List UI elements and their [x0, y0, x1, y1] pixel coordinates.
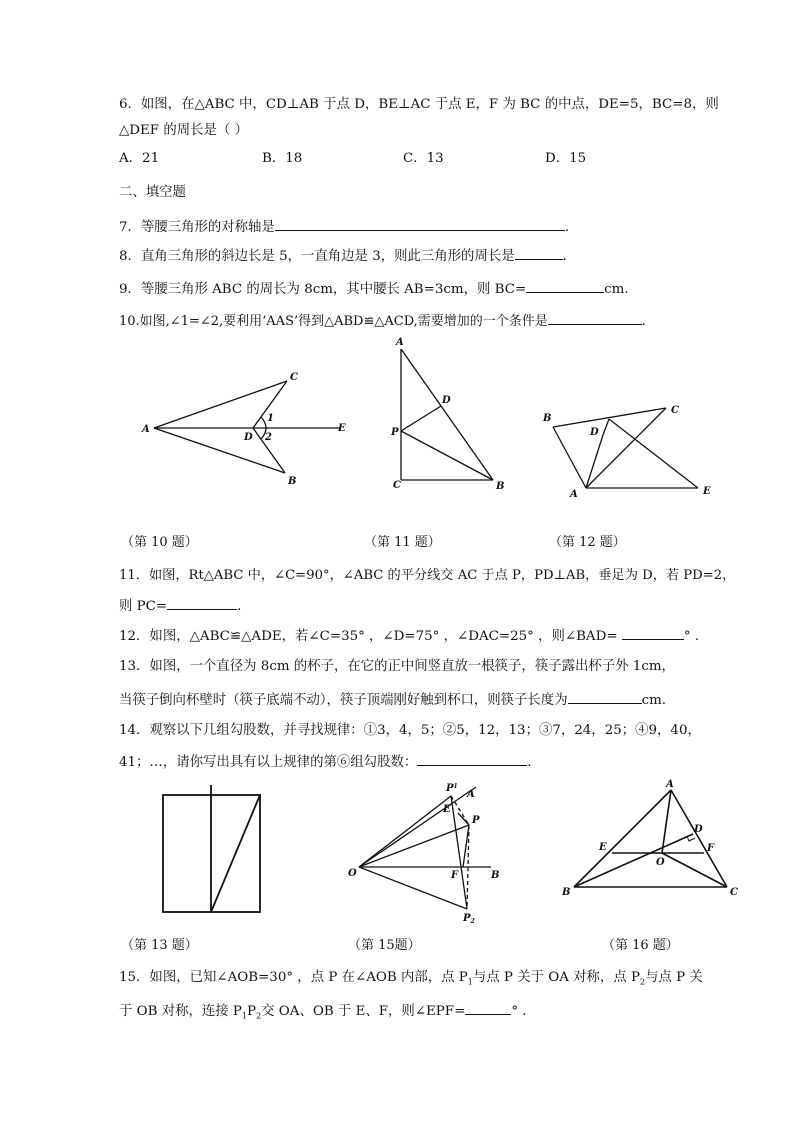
fig16-label-d: D	[694, 824, 703, 835]
q15-line2	[119, 1001, 527, 1026]
fig15-caption: （第 15题）	[348, 938, 421, 953]
fig11-label-a: A	[396, 337, 404, 348]
q10	[119, 311, 646, 331]
fig10-label-angle1: 1	[267, 413, 274, 424]
fig15-line-op	[359, 825, 469, 867]
fig16-label-e: E	[599, 842, 607, 853]
q6-line2: △DEF 的周长是（ ）	[119, 123, 248, 138]
fig11-line-pb	[401, 431, 493, 480]
fig16-line-ab	[574, 790, 671, 887]
fig10-caption: （第 10 题）	[121, 535, 198, 550]
q15-line1	[119, 969, 703, 992]
q11-line2-text: 则 PC=	[119, 599, 168, 614]
fig11-label-c: C	[393, 480, 401, 491]
fig16-label-c: C	[730, 887, 738, 898]
q15-line1b: 与点 P 关于 OA 对称，点 P	[472, 970, 640, 985]
fig12-label-c: C	[671, 405, 679, 416]
q15-sub1: 1	[467, 977, 473, 987]
q6-option-b: B．18	[262, 151, 303, 166]
fig12-label-b: B	[543, 413, 552, 424]
q9-text: 9．等腰三角形 ABC 的周长为 8cm，其中腰长 AB=3cm，则 BC=	[119, 282, 527, 297]
fig12-line-ba	[553, 427, 586, 488]
fig16-label-o: O	[656, 857, 665, 868]
q15-line1c: 与点 P 关	[645, 970, 703, 985]
fig10-label-angle2: 2	[265, 432, 272, 443]
q13-line2	[119, 690, 666, 710]
q15-line2a: 于 OB 对称，连接 P	[119, 1004, 242, 1019]
fig11-caption: （第 11 题）	[364, 535, 441, 550]
q9-end: cm.	[604, 282, 629, 297]
q6-option-a: A．21	[119, 151, 160, 166]
q11-line2	[119, 596, 241, 616]
q15-blank[interactable]	[465, 1001, 511, 1015]
q15-sub3: 1	[241, 1011, 248, 1021]
q9-blank[interactable]	[526, 279, 604, 293]
q6-line1: 6．如图，在△ABC 中，CD⊥AB 于点 D，BE⊥AC 于点 E，F 为 BC 的中点，DE=5，BC=8，则	[119, 97, 719, 112]
q6-option-d: D．15	[545, 151, 587, 166]
fig15-label-p: P	[472, 815, 480, 826]
fig15-label-a: A	[467, 789, 475, 800]
q12-blank[interactable]	[622, 626, 684, 640]
q13-line1: 13．如图，一个直径为 8cm 的杯子，在它的正中间竖直放一根筷子，筷子露出杯子外 1cm，	[119, 659, 675, 674]
q13-end: cm.	[641, 693, 667, 708]
fig15-ray-oa	[359, 787, 476, 867]
fig11-label-b: B	[496, 481, 505, 492]
q10-blank[interactable]	[548, 311, 642, 325]
q7-text: 7．等腰三角形的对称轴是	[119, 220, 275, 235]
q13-blank[interactable]	[568, 690, 642, 704]
fig15-label-b: B	[491, 870, 500, 881]
q12	[119, 626, 699, 646]
fig12-line-dd	[603, 419, 609, 435]
fig11-line-pd	[401, 406, 441, 431]
q12-end: ° .	[683, 629, 700, 644]
fig13-chopstick-tilted	[211, 795, 260, 912]
figure-16	[560, 780, 750, 900]
q6-option-c: C．13	[403, 151, 444, 166]
q14-line1: 14．观察以下几组勾股数，并寻找规律：①3，4，5；②5，12，13；③7，24，25；④9，40，	[119, 723, 701, 738]
q14-line2-text: 41；…，请你写出具有以上规律的第⑥组勾股数：	[119, 755, 418, 770]
fig10-label-e: E	[338, 423, 346, 434]
q15-line2c: 交 OA、OB 于 E、F，则∠EPF=	[261, 1004, 466, 1019]
fig12-label-d: D	[590, 427, 599, 438]
q10-end: .	[641, 314, 646, 329]
q7-blank[interactable]	[275, 217, 565, 231]
fig15-label-p2: $P_2$	[463, 913, 475, 925]
q8-text: 8．直角三角形的斜边长是 5，一直角边是 3，则此三角形的周长是	[119, 249, 515, 264]
fig12-label-a: A	[570, 489, 578, 500]
q9	[119, 279, 629, 299]
figure-15	[345, 780, 510, 925]
q14-end: .	[527, 755, 532, 770]
q15-end: ° .	[511, 1004, 527, 1019]
figure-12	[540, 400, 720, 500]
figure-13	[160, 785, 265, 915]
q8-blank[interactable]	[515, 246, 563, 260]
fig16-caption: （第 16 题）	[602, 938, 679, 953]
fig10-label-b: B	[288, 476, 297, 487]
q12-text: 12．如图，△ABC≌△ADE，若∠C=35° ，∠D=75° ，∠DAC=25° ，则∠BAD=	[119, 629, 622, 644]
fig15-label-o: O	[348, 868, 357, 879]
q11-blank[interactable]	[167, 596, 237, 610]
figure-10	[135, 365, 350, 490]
q13-line2-text: 当筷子倒向杯壁时（筷子底端不动），筷子顶端刚好触到杯口，则筷子长度为	[119, 693, 568, 708]
q15-sub2: 2	[639, 977, 646, 987]
fig11-line-ab	[401, 349, 493, 480]
fig15-label-e: E	[443, 804, 451, 815]
q15-sub4: 2	[256, 1011, 262, 1021]
q7	[119, 217, 569, 237]
fig11-label-p: P	[391, 427, 399, 438]
fig16-label-b: B	[562, 887, 571, 898]
fig12-label-e: E	[703, 486, 711, 497]
fig10-label-d: D	[244, 432, 253, 443]
fig10-label-c: C	[290, 372, 298, 383]
q15-line1a: 15．如图，已知∠AOB=30° ，点 P 在∠AOB 内部，点 P	[119, 970, 468, 985]
fig12-line-de	[609, 419, 698, 488]
q11-end: .	[237, 599, 242, 614]
fig13-caption: （第 13 题）	[121, 938, 198, 953]
fig15-label-f: F	[451, 870, 459, 881]
fig16-label-a: A	[666, 779, 674, 790]
q11-line1: 11．如图，Rt△ABC 中，∠C=90°，∠ABC 的平分线交 AC 于点 P，PD⊥AB，垂足为 D，若 PD=2，	[119, 568, 736, 583]
fig10-label-a: A	[142, 424, 150, 435]
q14-line2	[119, 752, 532, 772]
figure-11	[390, 337, 510, 497]
q8-end: .	[562, 249, 567, 264]
fig16-label-f: F	[707, 843, 715, 854]
q10-text: 10.如图,∠1=∠2,要利用‘AAS’得到△ABD≌△ACD,需要增加的一个条件是	[119, 314, 548, 329]
section-heading: 二、填空题	[119, 185, 186, 200]
q14-blank[interactable]	[417, 752, 527, 766]
q15-line2b: P	[247, 1004, 257, 1019]
q8	[119, 246, 567, 266]
fig15-label-p1: $P^1$	[446, 783, 458, 794]
fig12-caption: （第 12 题）	[549, 535, 626, 550]
fig15-line-op1	[359, 796, 451, 867]
fig11-label-d: D	[442, 395, 451, 406]
q7-end: .	[564, 220, 570, 235]
